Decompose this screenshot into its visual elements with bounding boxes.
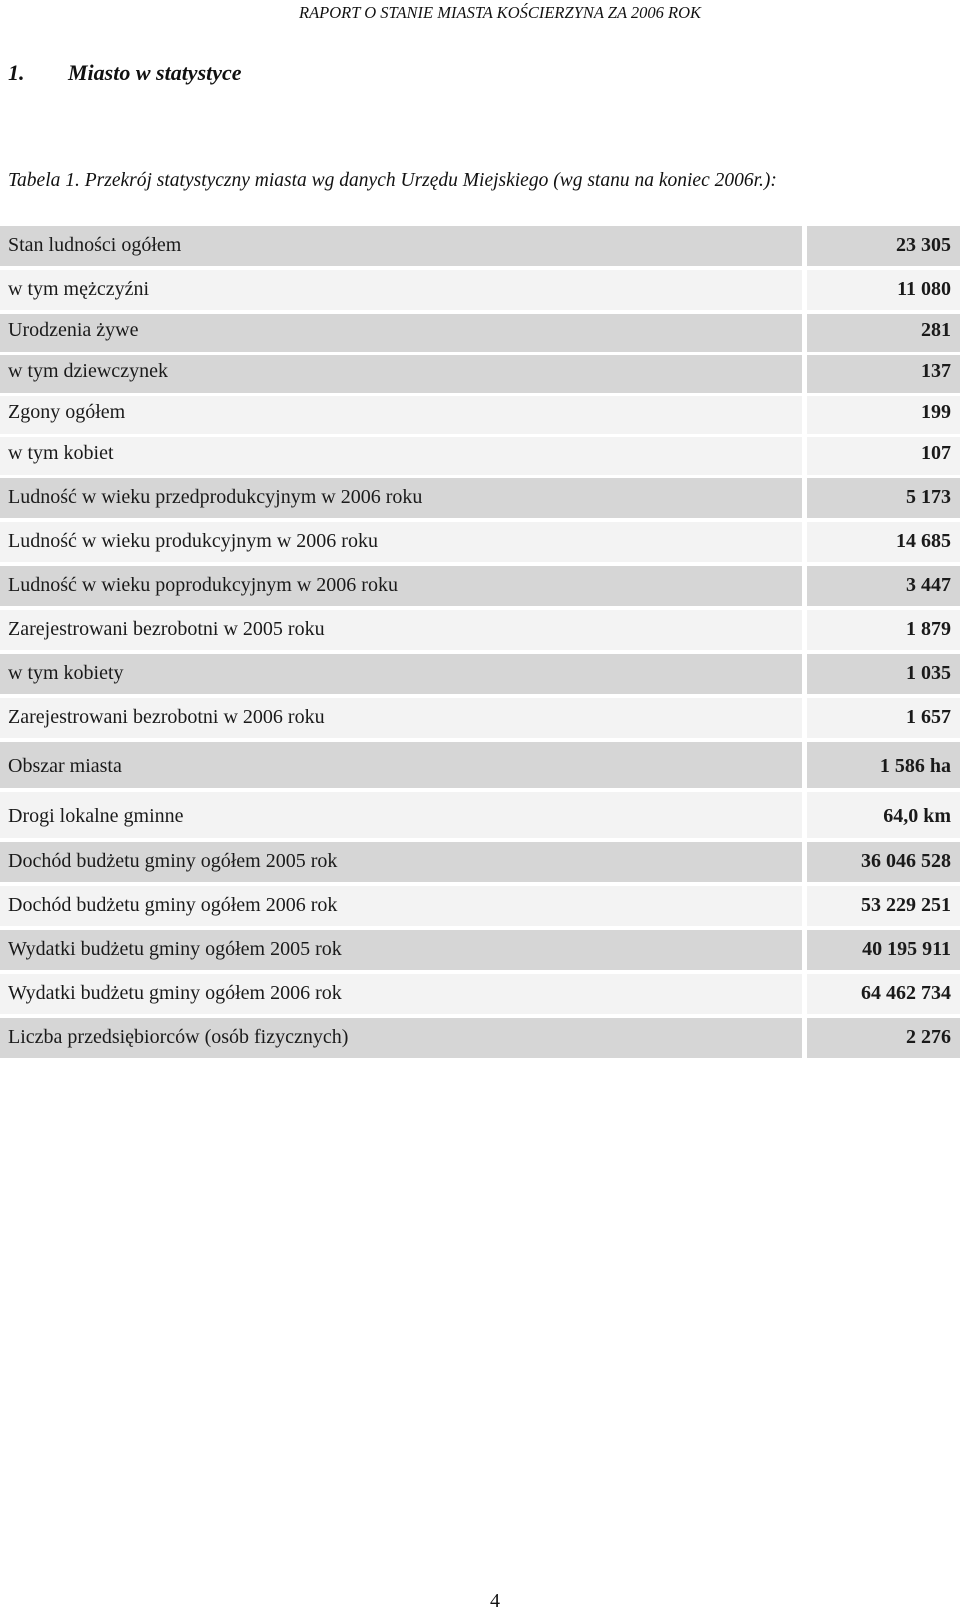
running-header: RAPORT O STANIE MIASTA KOŚCIERZYNA ZA 2006 ROK [299, 3, 701, 22]
table-row [0, 886, 960, 926]
row-value: 1 879 [807, 610, 960, 650]
row-label: Stan ludności ogółem [0, 226, 802, 266]
statistics-table [0, 226, 960, 1062]
table-row [0, 842, 960, 882]
table-row [0, 314, 960, 352]
row-value: 107 [807, 437, 960, 475]
row-label: w tym dziewczynek [0, 355, 802, 393]
row-label: Urodzenia żywe [0, 314, 802, 352]
table-row [0, 396, 960, 434]
row-value: 281 [807, 314, 960, 352]
row-label: Wydatki budżetu gminy ogółem 2006 rok [0, 974, 802, 1014]
table-row [0, 478, 960, 518]
row-label: Obszar miasta [0, 742, 802, 788]
table-row [0, 566, 960, 606]
table-row [0, 974, 960, 1014]
row-value: 23 305 [807, 226, 960, 266]
table-row [0, 437, 960, 475]
section-heading [8, 60, 242, 86]
row-value: 1 035 [807, 654, 960, 694]
row-label: Dochód budżetu gminy ogółem 2005 rok [0, 842, 802, 882]
row-label: w tym kobiety [0, 654, 802, 694]
table-row [0, 226, 960, 266]
row-value: 199 [807, 396, 960, 434]
row-label: Drogi lokalne gminne [0, 792, 802, 838]
table-row [0, 742, 960, 788]
row-value: 40 195 911 [807, 930, 960, 970]
row-value: 5 173 [807, 478, 960, 518]
row-label: Ludność w wieku przedprodukcyjnym w 2006 roku [0, 478, 802, 518]
row-label: Zarejestrowani bezrobotni w 2005 roku [0, 610, 802, 650]
row-value: 1 586 ha [807, 742, 960, 788]
row-label: w tym mężczyźni [0, 270, 802, 310]
table-row [0, 270, 960, 310]
row-value: 1 657 [807, 698, 960, 738]
row-value: 3 447 [807, 566, 960, 606]
table-caption: Tabela 1. Przekrój statystyczny miasta wg danych Urzędu Miejskiego (wg stanu na koniec 2006r.): [8, 170, 777, 191]
page-number: 4 [490, 1590, 500, 1612]
table-row [0, 698, 960, 738]
row-value: 64 462 734 [807, 974, 960, 1014]
row-label: Ludność w wieku produkcyjnym w 2006 roku [0, 522, 802, 562]
row-label: Zarejestrowani bezrobotni w 2006 roku [0, 698, 802, 738]
row-value: 14 685 [807, 522, 960, 562]
row-label: Dochód budżetu gminy ogółem 2006 rok [0, 886, 802, 926]
section-title: Miasto w statystyce [68, 60, 242, 85]
row-value: 36 046 528 [807, 842, 960, 882]
row-value: 53 229 251 [807, 886, 960, 926]
table-row [0, 355, 960, 393]
row-value: 64,0 km [807, 792, 960, 838]
row-value: 2 276 [807, 1018, 960, 1058]
row-value: 11 080 [807, 270, 960, 310]
section-number: 1. [8, 60, 25, 85]
table-row [0, 1018, 960, 1058]
row-label: Wydatki budżetu gminy ogółem 2005 rok [0, 930, 802, 970]
row-value: 137 [807, 355, 960, 393]
table-row [0, 792, 960, 838]
row-label: Zgony ogółem [0, 396, 802, 434]
table-row [0, 654, 960, 694]
row-label: Liczba przedsiębiorców (osób fizycznych) [0, 1018, 802, 1058]
table-row [0, 610, 960, 650]
row-label: w tym kobiet [0, 437, 802, 475]
table-row [0, 930, 960, 970]
table-row [0, 522, 960, 562]
row-label: Ludność w wieku poprodukcyjnym w 2006 roku [0, 566, 802, 606]
